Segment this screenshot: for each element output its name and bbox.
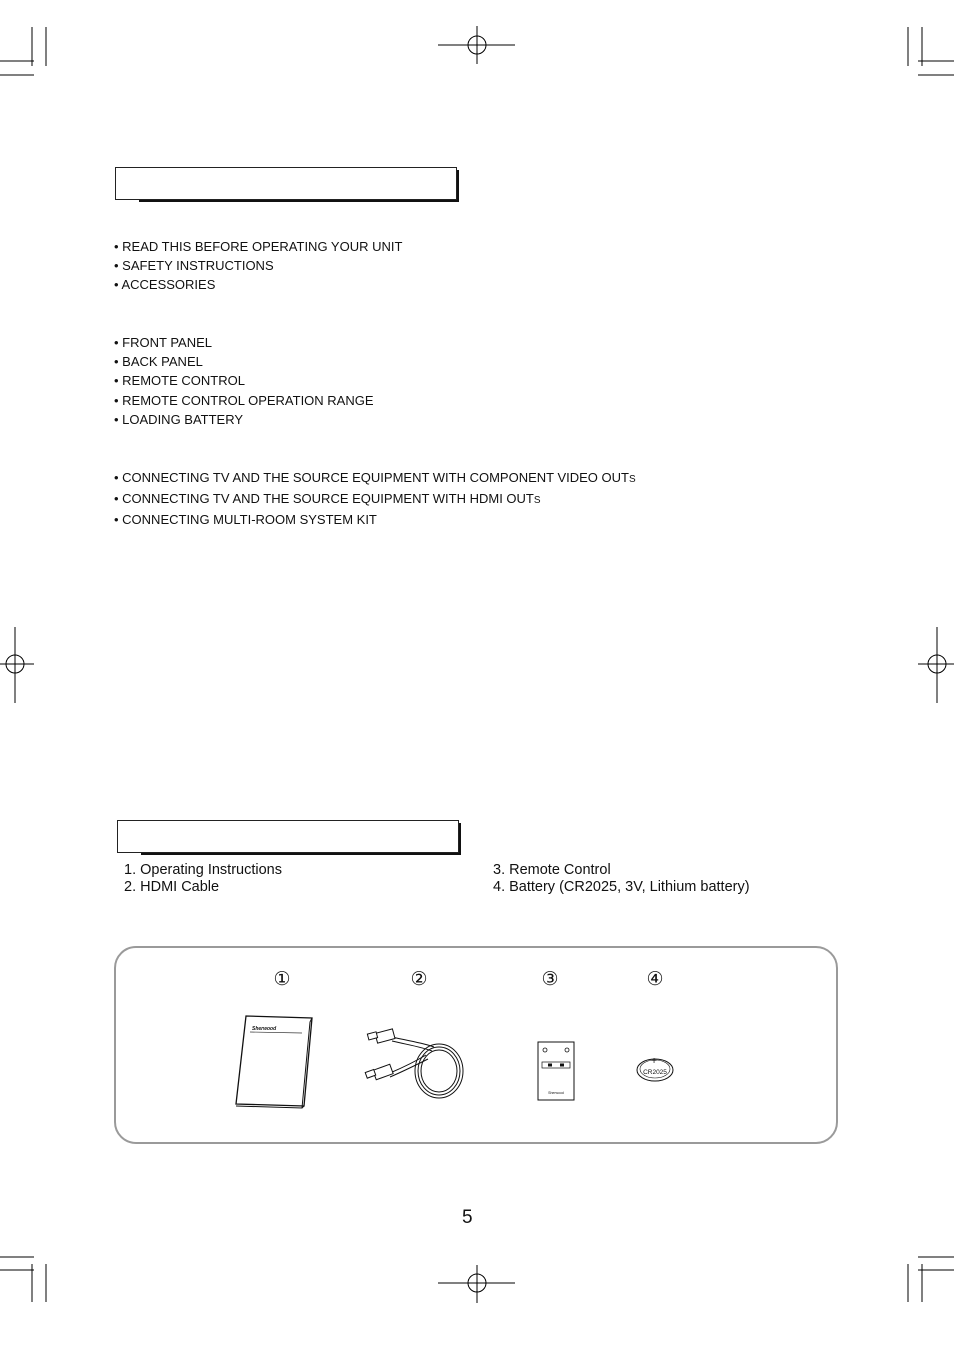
item-number-4: ④ (646, 969, 664, 990)
manual-brand: Sherwood (252, 1026, 277, 1032)
list-item: 3. Remote Control (493, 862, 611, 878)
list-item: • LOADING BATTERY (114, 411, 244, 427)
item-number-3: ③ (541, 969, 559, 990)
list-item: • FRONT PANEL (114, 335, 212, 350)
hdmi-cable-illustration (364, 1023, 470, 1109)
list-item: 4. Battery (CR2025, 3V, Lithium battery) (493, 879, 750, 895)
heading-box-contents (115, 167, 457, 200)
list-item: • SAFETY INSTRUCTIONS (114, 258, 274, 274)
heading-box-accessories (117, 820, 459, 853)
list-item: • BACK PANEL (114, 354, 203, 370)
list-item: • REMOTE CONTROL OPERATION RANGE (114, 392, 374, 408)
item-number-2: ② (410, 969, 428, 990)
list-item: 2. HDMI Cable (124, 879, 220, 895)
list-item: 1. Operating Instructions (124, 862, 282, 878)
manual-illustration (232, 1014, 314, 1110)
connection-list (114, 468, 636, 530)
list-item: • CONNECTING MULTI-ROOM SYSTEM KIT (114, 512, 377, 528)
list-item: • REMOTE CONTROL (114, 373, 245, 389)
item-number-1: ① (273, 969, 291, 990)
intro-list (114, 237, 402, 295)
list-item: • ACCESSORIES (114, 277, 216, 293)
identification-list (114, 333, 374, 429)
list-item: • CONNECTING TV AND THE SOURCE EQUIPMENT WITH COMPONENT VIDEO OUTS (114, 470, 636, 485)
list-item: • READ THIS BEFORE OPERATING YOUR UNIT (114, 239, 403, 254)
battery-polarity: + (651, 1056, 657, 1067)
accessories-panel (114, 946, 838, 1144)
remote-brand: Sherwood (548, 1091, 564, 1095)
page-number: 5 (462, 1207, 473, 1228)
remote-control-illustration (536, 1040, 576, 1102)
battery-illustration (634, 1052, 676, 1084)
battery-label: CR2025 (643, 1069, 667, 1076)
list-item: • CONNECTING TV AND THE SOURCE EQUIPMENT WITH HDMI OUTS (114, 491, 541, 507)
accessories-list-left (124, 862, 282, 896)
accessories-list-right (493, 862, 750, 896)
